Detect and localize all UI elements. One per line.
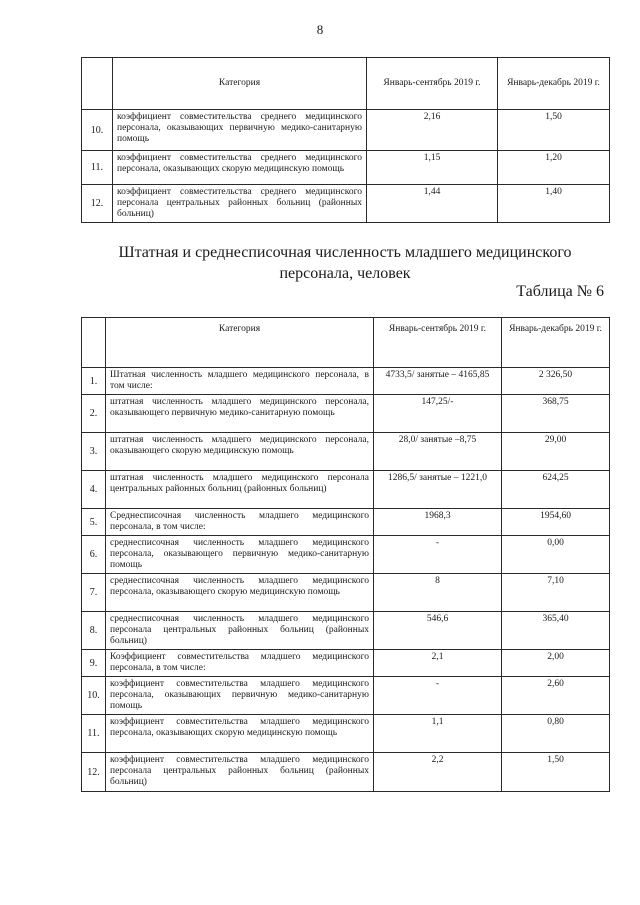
table-row [82, 677, 610, 715]
row-category: штатная численность младшего медицинского персонала, оказывающего скорую медицинскую помощь [106, 433, 374, 471]
row-value-jan-sep: - [374, 536, 502, 574]
row-value-jan-dec: 368,75 [502, 395, 610, 433]
row-value-jan-sep: 2,2 [374, 753, 502, 792]
row-value-jan-sep: - [374, 677, 502, 715]
row-value-jan-dec: 2,00 [502, 650, 610, 677]
table-5-continuation [81, 57, 610, 223]
header-category: Категория [113, 58, 367, 110]
row-number: 11. [82, 715, 106, 753]
row-value-jan-dec: 0,80 [502, 715, 610, 753]
header-jan-dec: Январь-декабрь 2019 г. [498, 58, 610, 110]
row-value-jan-dec: 365,40 [502, 612, 610, 650]
table-row [82, 612, 610, 650]
row-category: коэффициент совместительства среднего медицинского персонала центральных районных больниц (районных больниц) [113, 185, 367, 223]
table-header-spacer [82, 318, 106, 368]
table-row [82, 395, 610, 433]
row-value-jan-dec: 1954,60 [502, 509, 610, 536]
table-row [82, 185, 610, 223]
row-value-jan-dec: 1,20 [498, 151, 610, 185]
row-category: Среднесписочная численность младшего медицинского персонала, в том числе: [106, 509, 374, 536]
row-category: коэффициент совместительства младшего медицинского персонала, оказывающих скорую медицинскую помощь [106, 715, 374, 753]
row-value-jan-dec: 29,00 [502, 433, 610, 471]
row-value-jan-sep: 2,16 [367, 110, 498, 151]
table-row [82, 471, 610, 509]
table-row [82, 433, 610, 471]
row-category: коэффициент совместительства младшего медицинского персонала, оказывающих первичную медико-санитарную помощь [106, 677, 374, 715]
row-category: коэффициент совместительства среднего медицинского персонала, оказывающих скорую медицинскую помощь [113, 151, 367, 185]
row-value-jan-dec: 2,60 [502, 677, 610, 715]
row-value-jan-dec: 1,50 [502, 753, 610, 792]
row-category: коэффициент совместительства среднего медицинского персонала, оказывающих первичную медико-санитарную помощь [113, 110, 367, 151]
table-number: Таблица № 6 [516, 283, 604, 300]
row-number: 2. [82, 395, 106, 433]
row-category: Штатная численность младшего медицинского персонала, в том числе: [106, 368, 374, 395]
table-row [82, 368, 610, 395]
row-number: 9. [82, 650, 106, 677]
row-value-jan-dec: 0,00 [502, 536, 610, 574]
row-value-jan-sep: 4733,5/ занятые – 4165,85 [374, 368, 502, 395]
row-value-jan-sep: 546,6 [374, 612, 502, 650]
row-value-jan-sep: 28,0/ занятые –8,75 [374, 433, 502, 471]
row-value-jan-dec: 624,25 [502, 471, 610, 509]
table-row [82, 753, 610, 792]
table-row [82, 536, 610, 574]
row-value-jan-dec: 1,40 [498, 185, 610, 223]
table-header-spacer [82, 58, 113, 110]
row-value-jan-sep: 1286,5/ занятые – 1221,0 [374, 471, 502, 509]
row-value-jan-dec: 1,50 [498, 110, 610, 151]
row-value-jan-dec: 2 326,50 [502, 368, 610, 395]
table-row [82, 509, 610, 536]
row-category: Коэффициент совместительства младшего медицинского персонала, в том числе: [106, 650, 374, 677]
header-jan-dec: Январь-декабрь 2019 г. [502, 318, 610, 368]
row-value-jan-sep: 1,15 [367, 151, 498, 185]
row-value-jan-sep: 2,1 [374, 650, 502, 677]
table-row [82, 110, 610, 151]
row-number: 4. [82, 471, 106, 509]
row-number: 10. [82, 677, 106, 715]
row-category: среднесписочная численность младшего медицинского персонала центральных районных больниц (районных больниц) [106, 612, 374, 650]
row-category: коэффициент совместительства младшего медицинского персонала центральных районных больниц (районных больниц) [106, 753, 374, 792]
row-number: 7. [82, 574, 106, 612]
row-number: 10. [82, 110, 113, 151]
table-row [82, 574, 610, 612]
row-value-jan-sep: 1968,3 [374, 509, 502, 536]
row-category: среднесписочная численность младшего медицинского персонала, оказывающего первичную медико-санитарную помощь [106, 536, 374, 574]
row-category: штатная численность младшего медицинского персонала, оказывающего первичную медико-санитарную помощь [106, 395, 374, 433]
row-number: 1. [82, 368, 106, 395]
row-number: 12. [82, 185, 113, 223]
row-number: 12. [82, 753, 106, 792]
table-6 [81, 317, 610, 792]
table-row [82, 151, 610, 185]
row-number: 11. [82, 151, 113, 185]
header-jan-sep: Январь-сентябрь 2019 г. [374, 318, 502, 368]
row-value-jan-sep: 8 [374, 574, 502, 612]
row-number: 3. [82, 433, 106, 471]
row-category: среднесписочная численность младшего медицинского персонала, оказывающего скорую медицинскую помощь [106, 574, 374, 612]
row-number: 8. [82, 612, 106, 650]
page-number: 8 [316, 22, 324, 37]
row-value-jan-sep: 1,44 [367, 185, 498, 223]
header-category: Категория [106, 318, 374, 368]
row-value-jan-sep: 1,1 [374, 715, 502, 753]
header-jan-sep: Январь-сентябрь 2019 г. [367, 58, 498, 110]
row-category: штатная численность младшего медицинского персонала центральных районных больниц (районных больниц) [106, 471, 374, 509]
row-value-jan-dec: 7,10 [502, 574, 610, 612]
row-number: 6. [82, 536, 106, 574]
section-title: Штатная и среднесписочная численность младшего медицинского персонала, человек [118, 244, 572, 282]
row-number: 5. [82, 509, 106, 536]
table-row [82, 650, 610, 677]
table-row [82, 715, 610, 753]
row-value-jan-sep: 147,25/- [374, 395, 502, 433]
